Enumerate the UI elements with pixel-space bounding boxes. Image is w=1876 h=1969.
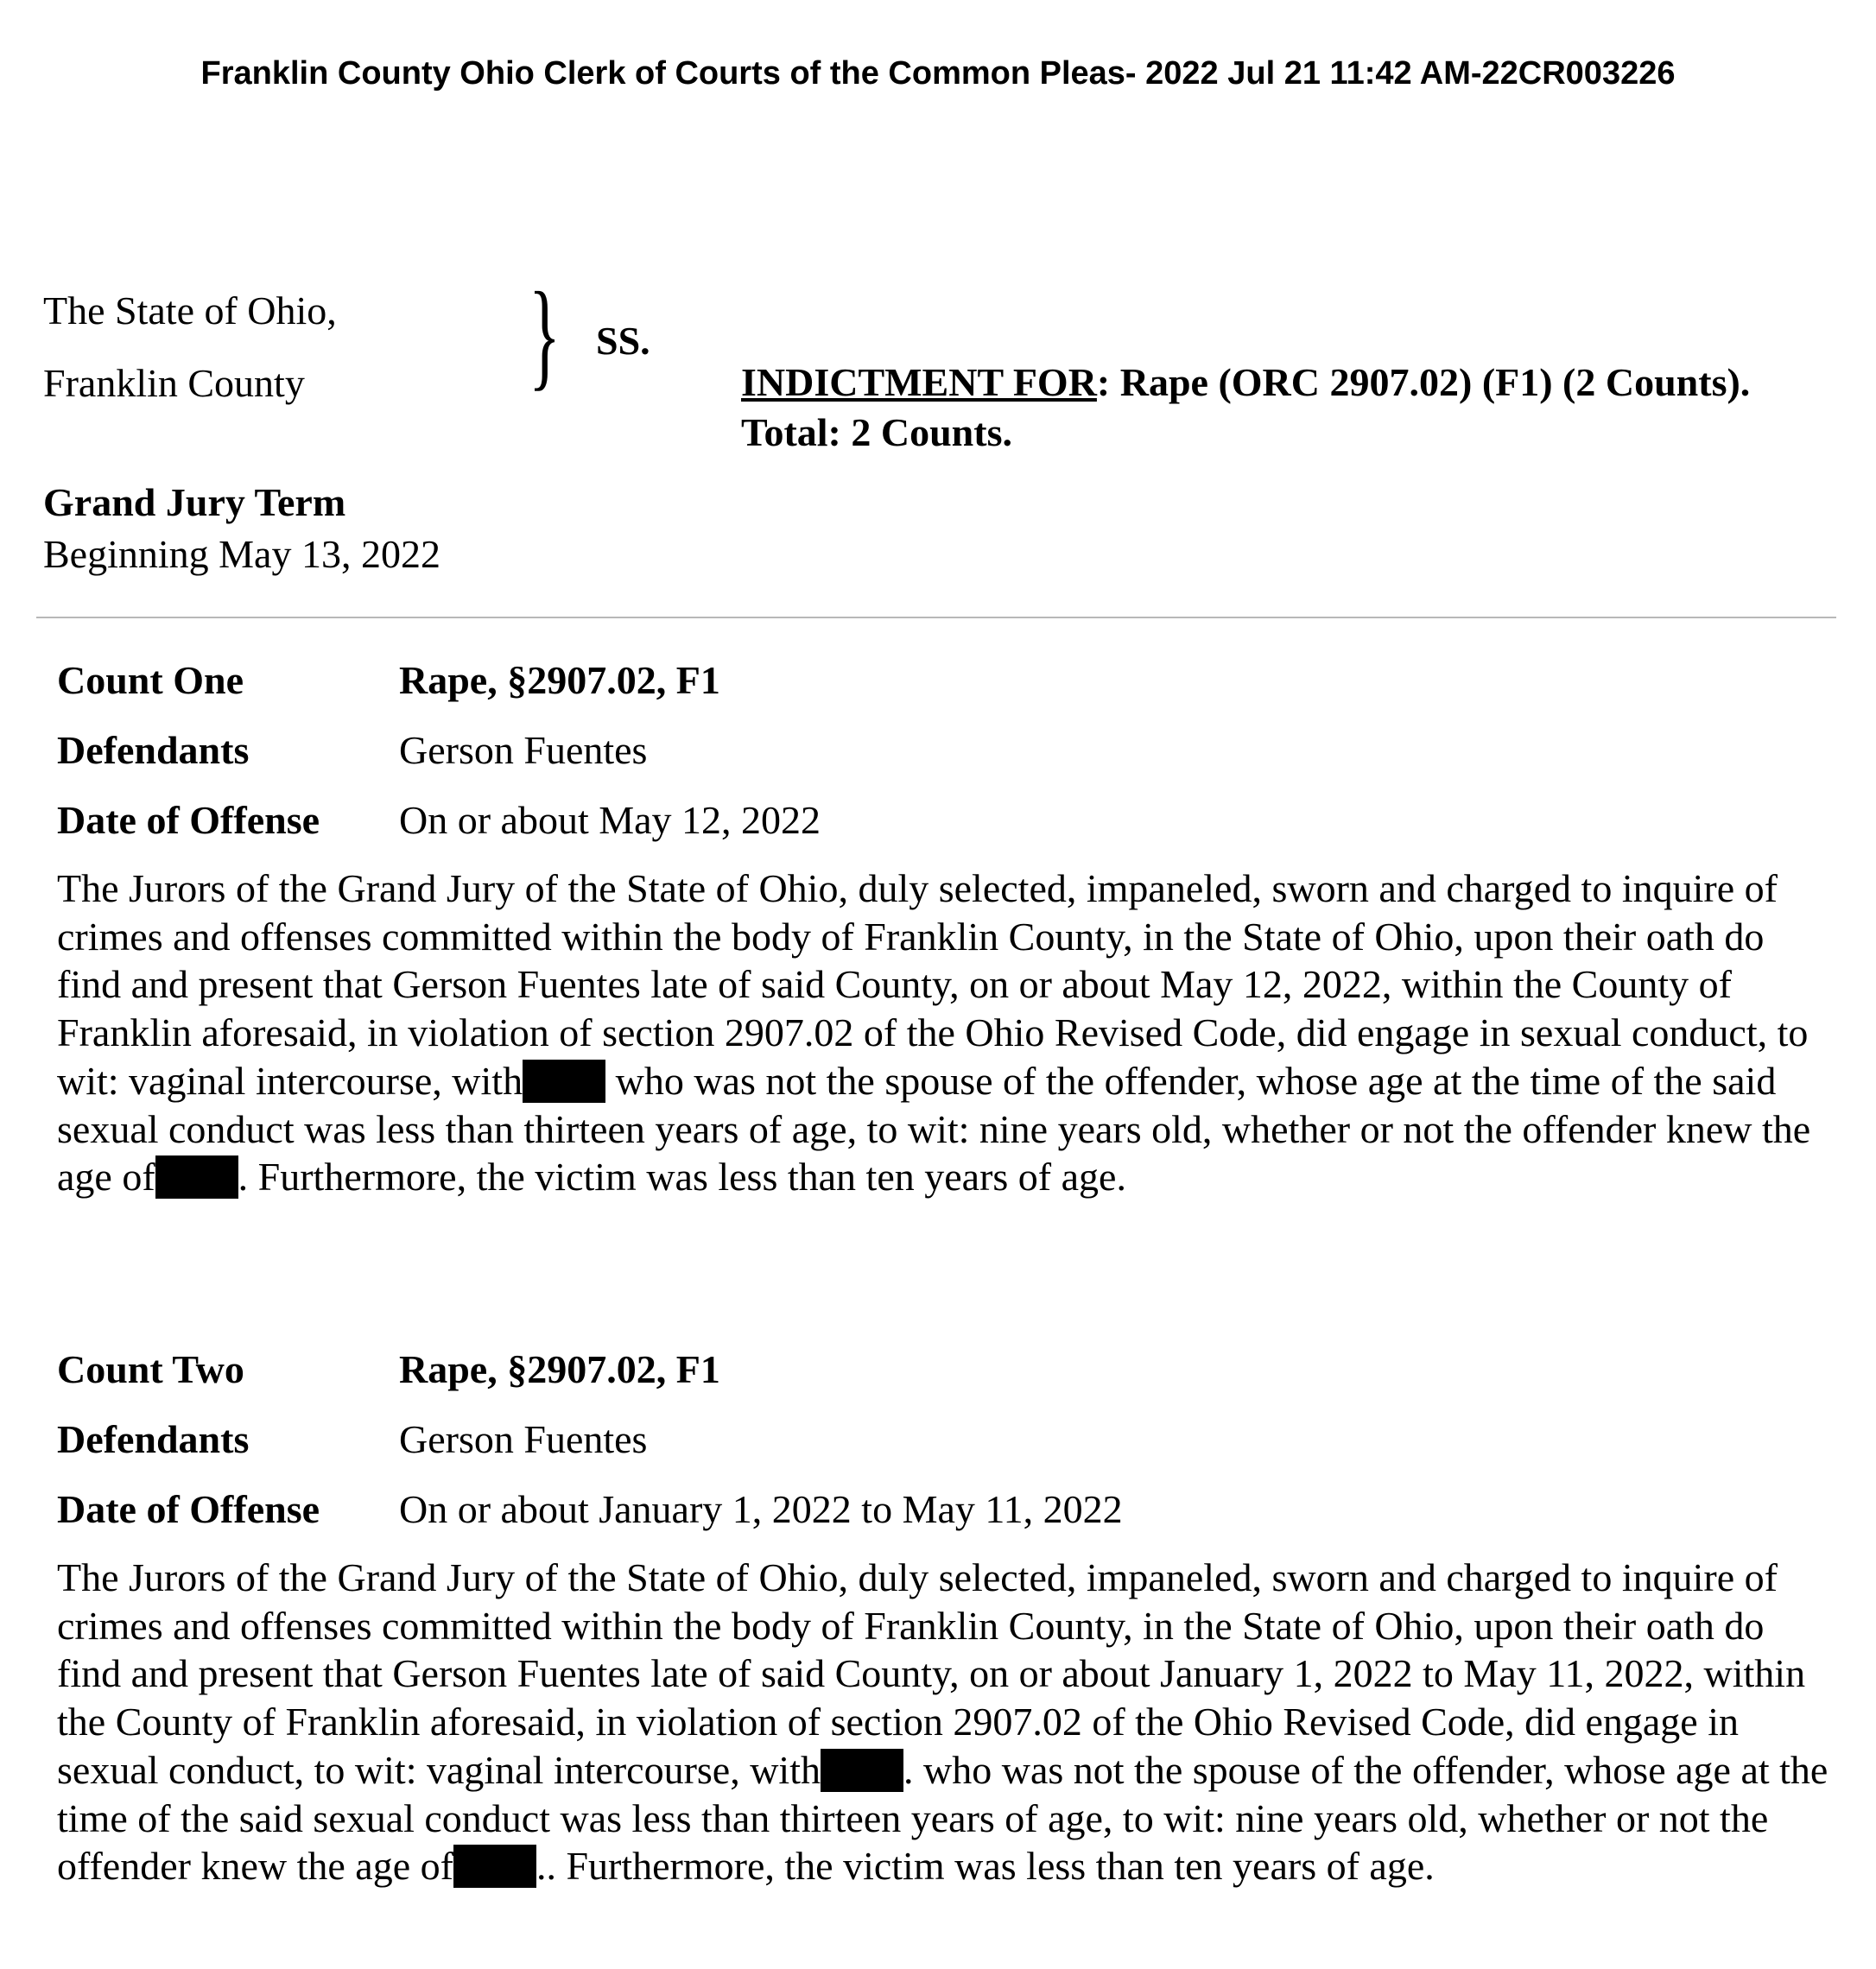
grand-jury-beginning: Beginning May 13, 2022 [43, 532, 440, 576]
redaction-box [821, 1749, 903, 1792]
count-paragraph [57, 864, 1836, 1201]
paragraph-text-2: . who was not the spouse of the offender, whose age at the time of the said sexual conduct was less than thirteen years of age, to wit: nine years old, whether or not the offender knew the age of [57, 1747, 1828, 1889]
count-header-row [57, 1344, 1836, 1414]
caption-ss: SS. [596, 319, 650, 363]
count-header-row [57, 655, 1836, 725]
paragraph-text-3: . Furthermore, the victim was less than ten years of age. [238, 1155, 1126, 1200]
grand-jury-term [43, 477, 440, 580]
date-label: Date of Offense [57, 798, 320, 842]
redaction-box [155, 1155, 238, 1199]
case-caption [43, 275, 337, 420]
date-row [57, 795, 1836, 864]
redaction-box [453, 1845, 536, 1888]
redaction-box [523, 1060, 605, 1103]
defendants-row [57, 1414, 1836, 1484]
count-label: Count Two [57, 1347, 244, 1391]
defendant-name: Gerson Fuentes [399, 1417, 648, 1461]
indictment-text: : Rape (ORC 2907.02) (F1) (2 Counts). Total: 2 Counts. [741, 360, 1751, 454]
paragraph-text-1: The Jurors of the Grand Jury of the State of Ohio, duly selected, impaneled, sworn and charged to inquire of crimes and offenses committed within the body of Franklin County, in the State of Ohio, upon their oath do find and present that Gerson Fuentes late of said County, on or about January 1, 2022 to May 11, 2022, within the County of Franklin aforesaid, in violation of section 2907.02 of the Ohio Revised Code, did engage in sexual conduct, to wit: vaginal intercourse, with [57, 1555, 1806, 1792]
clerk-filing-header: Franklin County Ohio Clerk of Courts of the Common Pleas- 2022 Jul 21 11:42 AM-22CR003226 [200, 55, 1676, 92]
date-row [57, 1484, 1836, 1554]
grand-jury-title: Grand Jury Term [43, 480, 346, 524]
count-label: Count One [57, 658, 244, 702]
defendants-label: Defendants [57, 728, 250, 772]
section-divider [36, 617, 1836, 618]
caption-brace: } [529, 268, 561, 402]
count-charge: Rape, §2907.02, F1 [399, 658, 720, 702]
count-paragraph [57, 1554, 1836, 1890]
offense-date: On or about May 12, 2022 [399, 798, 821, 842]
count-one [57, 655, 1836, 1201]
paragraph-text-2: who was not the spouse of the offender, whose age at the time of the said sexual conduct was less than thirteen years of age, to wit: nine years old, whether or not the offender knew the age of [57, 1058, 1811, 1200]
count-two [57, 1344, 1836, 1890]
defendants-row [57, 725, 1836, 795]
defendants-label: Defendants [57, 1417, 250, 1461]
defendant-name: Gerson Fuentes [399, 728, 648, 772]
caption-state: The State of Ohio, [43, 288, 337, 332]
paragraph-text-1: The Jurors of the Grand Jury of the State of Ohio, duly selected, impaneled, sworn and charged to inquire of crimes and offenses committed within the body of Franklin County, in the State of Ohio, upon their oath do find and present that Gerson Fuentes late of said County, on or about May 12, 2022, within the County of Franklin aforesaid, in violation of section 2907.02 of the Ohio Revised Code, did engage in sexual conduct, to wit: vaginal intercourse, with [57, 866, 1809, 1103]
offense-date: On or about January 1, 2022 to May 11, 2022 [399, 1487, 1123, 1531]
indictment-label: INDICTMENT FOR [741, 360, 1097, 404]
count-charge: Rape, §2907.02, F1 [399, 1347, 720, 1391]
paragraph-text-3: .. Furthermore, the victim was less than ten years of age. [536, 1844, 1435, 1889]
date-label: Date of Offense [57, 1487, 320, 1531]
caption-county: Franklin County [43, 361, 305, 405]
indictment-title [741, 358, 1778, 458]
